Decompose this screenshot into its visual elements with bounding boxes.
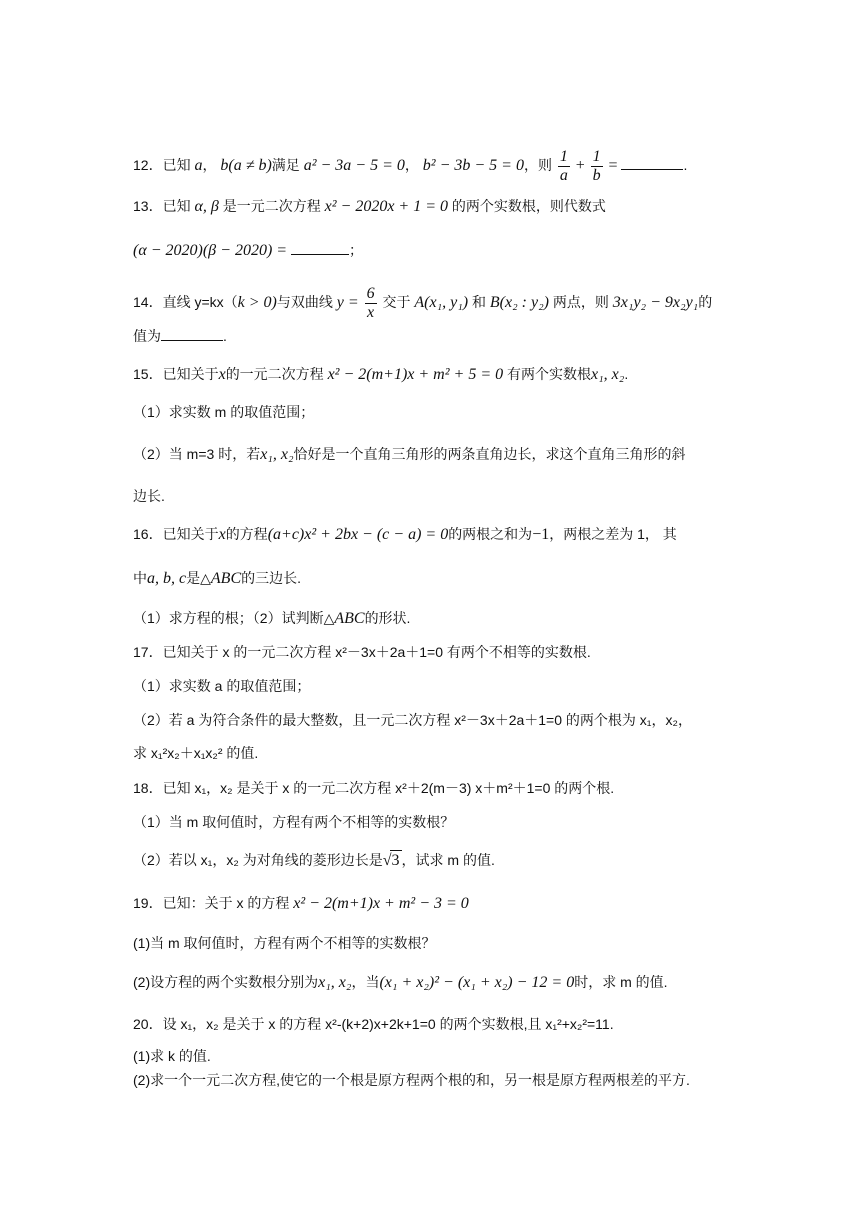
- question-14-line-2: 值为 .: [133, 328, 227, 344]
- question-number: 15．: [133, 366, 163, 382]
- equation: x² − 2(m+1)x + m² + 5 = 0: [327, 366, 504, 383]
- question-13-line-2: (α − 2020)(β − 2020) = ；: [133, 242, 363, 259]
- sqrt-symbol: √: [382, 852, 392, 869]
- expression: (α − 2020)(β − 2020) =: [133, 242, 288, 259]
- equation: x² − 2(m+1)x + m² − 3 = 0: [293, 895, 469, 912]
- question-15: 15．已知关于x的一元二次方程 x² − 2(m+1)x + m² + 5 = 0 有两个实数根x₁, x₂.: [133, 366, 629, 383]
- question-15-part-2: （2）当 m=3 时，若x₁, x₂恰好是一个直角三角形的两条直角边长，求这个直角三角形的斜: [133, 446, 686, 463]
- question-16: 16．已知关于x的方程(a+c)x² + 2bx − (c − a) = 0的两根之和为−1，两根之差为 1， 其: [133, 526, 677, 543]
- question-18-part-1: （1）当 m 取何值时，方程有两个不相等的实数根？: [133, 814, 455, 830]
- question-19: 19．已知：关于 x 的方程 x² − 2(m+1)x + m² − 3 = 0: [133, 895, 469, 912]
- equation: x² − 2020x + 1 = 0: [324, 198, 449, 215]
- question-20-part-1: (1)求 k 的值.: [133, 1048, 211, 1064]
- question-15-part-1: （1）求实数 m 的取值范围；: [133, 404, 315, 420]
- question-13: 13．已知 α, β 是一元二次方程 x² − 2020x + 1 = 0 的两个实数根，则代数式: [133, 198, 606, 215]
- question-number: 14．: [133, 294, 163, 311]
- equation: (x₁ + x₂)² − (x₁ + x₂) − 12 = 0: [379, 974, 575, 991]
- fraction: $\frac{1}{a}$: [559, 148, 568, 184]
- fraction: $\frac{1}{b}$: [592, 148, 601, 184]
- question-12: 12．已知 a， b(a ≠ b)满足 a² − 3a − 5 = 0， b² − 3b − 5 = 0，则 $\frac{1}{a}$ + $\frac{1}{b}$ = .: [133, 148, 688, 184]
- answer-blank[interactable]: [161, 326, 223, 341]
- question-19-part-1: (1)当 m 取何值时，方程有两个不相等的实数根？: [133, 935, 436, 951]
- question-number: 12．: [133, 157, 163, 174]
- answer-blank[interactable]: [291, 240, 349, 255]
- question-17: 17．已知关于 x 的一元二次方程 x²－3x＋2a＋1=0 有两个不相等的实数根.: [133, 644, 591, 660]
- question-number: 16．: [133, 526, 163, 542]
- question-18-part-2: （2）若以 x₁，x₂ 为对角线的菱形边长是√3 ，试求 m 的值.: [133, 852, 495, 869]
- question-20: 20．设 x₁，x₂ 是关于 x 的方程 x²-(k+2)x+2k+1=0 的两个实数根,且 x₁²+x₂²=11.: [133, 1016, 614, 1032]
- fraction: $\frac{6}{x}$: [366, 285, 375, 321]
- equation: a² − 3a − 5 = 0: [303, 157, 405, 175]
- question-16-line-2: 中a, b, c是△ABC的三边长.: [133, 570, 301, 587]
- question-17-part-2: （2）若 a 为符合条件的最大整数，且一元二次方程 x²－3x＋2a＋1=0 的两个根为 x₁，x₂，: [133, 712, 692, 728]
- equation: (a+c)x² + 2bx − (c − a) = 0: [267, 526, 449, 543]
- question-19-part-2: (2)设方程的两个实数根分别为x₁, x₂，当(x₁ + x₂)² − (x₁ + x₂) − 12 = 0时，求 m 的值.: [133, 974, 668, 991]
- question-15-part-2-cont: 边长.: [133, 488, 165, 504]
- question-20-part-2: (2)求一个一元二次方程,使它的一个根是原方程两个根的和，另一根是原方程两根差的平方.: [133, 1072, 690, 1088]
- question-number: 13．: [133, 198, 163, 214]
- question-16-parts: （1）求方程的根；（2）试判断△ABC的形状.: [133, 610, 411, 627]
- question-17-part-1: （1）求实数 a 的取值范围；: [133, 678, 311, 694]
- question-18: 18．已知 x₁，x₂ 是关于 x 的一元二次方程 x²＋2(m－3) x＋m²＋1=0 的两个根.: [133, 780, 615, 796]
- question-14: 14．直线 y=kx（k > 0)与双曲线 y = $\frac{6}{x}$ 交于 A(x₁, y₁) 和 B(x₂ : y₂) 两点，则 3x₁y₂ − 9x₂y₁的: [133, 285, 713, 321]
- equation: b² − 3b − 5 = 0: [422, 157, 524, 175]
- expression: 3x₁y₂ − 9x₂y₁: [612, 294, 699, 312]
- question-17-part-2-cont: 求 x₁²x₂＋x₁x₂² 的值.: [133, 745, 259, 761]
- answer-blank[interactable]: [621, 155, 683, 170]
